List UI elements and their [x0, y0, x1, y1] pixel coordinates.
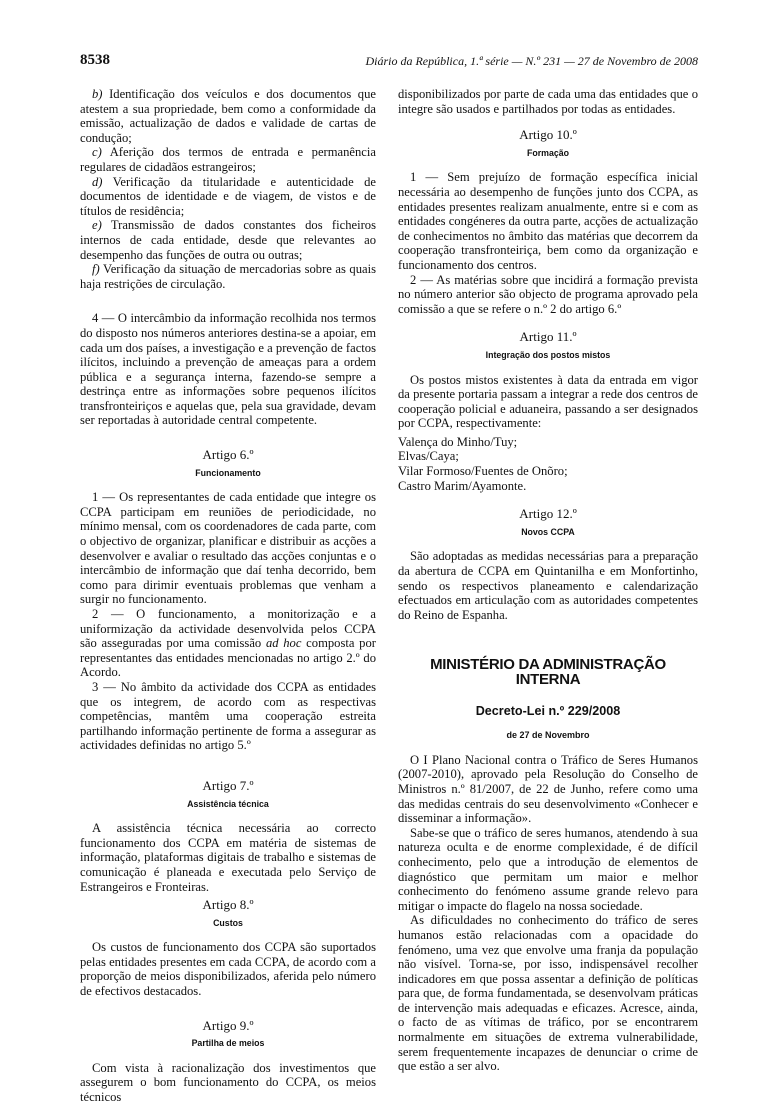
decree-p3: As dificuldades no conhecimento do tráfico de seres humanos estão relacionadas com a opacidade do fenómeno, uma vez que envolve uma franja da população não visível. Torna-se, por isso, indispensável recolher indicadores em que possa assentar a definição de políticas para que, de forma fundamentada, se desenvolvam práticas de intervenção mais adequadas e eficazes. Acresce, ainda, o facto de as vítimas de tráfico, por se encontrarem normalmente em situações de extrema vulnerabilidade, serem frequentemente incapazes de denunciar o crime de que estão a ser alvo. — [398, 913, 698, 1074]
decree-p2: Sabe-se que o tráfico de seres humanos, atendendo à sua natureza oculta e de enorme complexidade, é de difícil conhecimento, pelo que a introdução de elementos de diagnóstico que permitam um maior e melhor conhecimento do fenómeno assume grande relevo para mitigar o impacte do flagelo na nossa sociedade. — [398, 825, 698, 913]
text-run: 2 — O funcionamento, a monitorização e a uniformização da actividade desenvolvida pelos CCPA são asseguradas por uma comissão — [80, 607, 376, 651]
article-8-p1: Os custos de funcionamento dos CCPA são suportados pelas entidades presentes em cada CCPA, de acordo com a proporção de meios disponibilizados, aferida pelo número de efectivos destacados. — [80, 940, 376, 999]
article-12-p1: São adoptadas as medidas necessárias para a preparação da abertura de CCPA em Quintanilha e em Monfortinho, sendo os respectivos planeamento e calendarização efectuados em articulação com as autoridades competentes do Reino de Espanha. — [398, 549, 698, 622]
article-9-subtitle: Partilha de meios — [191, 1038, 265, 1049]
paragraph-4: 4 — O intercâmbio da informação recolhida nos termos do disposto nos números anteriores destina-se a apoiar, em cada um dos países, a investigação e a prevenção de factos ilícitos, incluindo a prevenção de ameaças para a ordem pública e a segurança interna, fazendo-se sempre a destrinça entre as informações sobre pequenos ilícitos transfronteiriços e aquelas que, pela sua gravidade, devam ser reportadas à autoridade central competente. — [80, 311, 376, 428]
item-text: Verificação da titularidade e autenticidade de documentos de identidade e de viagem, de vistos e de títulos de residência; — [80, 174, 376, 218]
ministry-heading: MINISTÉRIO DA ADMINISTRAÇÃO INTERNA — [430, 656, 666, 688]
article-10-title: Artigo 10.º — [519, 127, 577, 143]
item-letter: d) — [92, 174, 103, 189]
article-10-subtitle: Formação — [526, 147, 570, 158]
item-f — [80, 262, 376, 291]
item-b — [80, 87, 376, 145]
article-12-subtitle: Novos CCPA — [521, 526, 575, 537]
article-12-title: Artigo 12.º — [519, 506, 577, 522]
list-item: Vilar Formoso/Fuentes de Onõro; — [398, 464, 568, 479]
article-7-p1: A assistência técnica necessária ao correcto funcionamento dos CCPA em matéria de sistemas de informação, plataformas digitais de trabalho e sistemas de comunicação é planeada e executada pelo Serviço de Estrangeiros e Fronteiras. — [80, 821, 376, 894]
running-title: Diário da República, 1.ª série — N.º 231 — 27 de Novembro de 2008 — [365, 54, 698, 68]
continuation-paragraph: disponibilizados por parte de cada uma das entidades que o integre são usados e partilhados por todas as entidades. — [398, 87, 698, 116]
article-6-p2 — [80, 607, 376, 680]
article-6-p1: 1 — Os representantes de cada entidade que integre os CCPA participam em reuniões de periodicidade, no mínimo mensal, com os coordenadores de cada parte, com o objectivo de organizar, planificar e distribuir as acções a desenvolver e avaliar o resultado das acções conjuntas e o intercâmbio de informação que daí tenha decorrido, bem como para dirimir eventuais problemas que venham a surgir no funcionamento. — [80, 490, 376, 607]
item-c — [80, 145, 376, 174]
article-9-title: Artigo 9.º — [202, 1017, 254, 1033]
page-number: 8538 — [80, 52, 110, 68]
item-text: Identificação dos veículos e dos documentos que atestem a sua propriedade, bem como a conformidade da emissão, actualização de dados e validade de cartas de condução; — [80, 87, 376, 145]
item-text: Verificação da situação de mercadorias sobre as quais haja restrições de circulação. — [80, 262, 376, 291]
item-text: Aferição dos termos de entrada e permanência regulares de cidadãos estrangeiros; — [80, 145, 376, 174]
item-letter: b) — [92, 87, 103, 101]
item-e — [80, 218, 376, 262]
item-d — [80, 175, 376, 219]
article-6-subtitle: Funcionamento — [195, 467, 261, 478]
page-header — [80, 52, 698, 72]
text-run: composta por representantes das entidades mencionadas no artigo 2.º do Acordo. — [80, 636, 376, 680]
article-11-subtitle: Integração dos postos mistos — [485, 349, 611, 360]
article-11-title: Artigo 11.º — [519, 329, 577, 345]
right-column — [398, 87, 698, 1074]
decree-title: Decreto-Lei n.º 229/2008 — [475, 703, 621, 718]
article-7-subtitle: Assistência técnica — [187, 798, 269, 809]
list-item: Valença do Minho/Tuy; — [398, 434, 518, 449]
italic-run: ad hoc — [265, 636, 302, 651]
article-8-title: Artigo 8.º — [202, 897, 254, 913]
list-item: Castro Marim/Ayamonte. — [398, 478, 527, 493]
item-letter: c) — [92, 145, 102, 160]
article-6-title: Artigo 6.º — [202, 447, 254, 463]
article-10-p2: 2 — As matérias sobre que incidirá a formação prevista no número anterior são objecto de programa aprovado pela comissão a que se refere o n.º 2 do artigo 6.º — [398, 272, 698, 316]
item-letter: f) — [92, 262, 100, 277]
list-item: Elvas/Caya; — [398, 449, 459, 464]
article-7-title: Artigo 7.º — [202, 777, 254, 793]
article-9-p1: Com vista à racionalização dos investimentos que assegurem o bom funcionamento do CCPA, os meios técnicos — [80, 1060, 376, 1105]
article-10-p1: 1 — Sem prejuízo de formação específica inicial necessária ao desempenho de funções junto dos CCPA, as entidades presentes realizam anualmente, entre si e com as entidades congéneres da outra parte, acções de actualização de conhecimentos no âmbito das matérias que decorrem da cooperação transfronteiriça, bem como da organização e funcionamento dos centros. — [398, 170, 698, 272]
article-11-p1: Os postos mistos existentes à data da entrada em vigor da presente portaria passam a integrar a rede dos centros de cooperação policial e aduaneira, passando a ser designados por CCPA, respectivamente: — [398, 372, 698, 431]
article-6-p3: 3 — No âmbito da actividade dos CCPA as entidades que os integrem, de acordo com as respectivas competências, mantêm uma cooperação estreita partilhando informação pertinente de forma a assegurar as actividades definidas no artigo 5.º — [80, 679, 376, 753]
item-letter: e) — [92, 218, 102, 233]
item-text: Transmissão de dados constantes dos ficheiros internos de cada entidade, desde que relevantes ao desempenho das funções de outra ou outras; — [80, 218, 376, 262]
article-8-subtitle: Custos — [213, 917, 243, 928]
decree-p1: O I Plano Nacional contra o Tráfico de Seres Humanos (2007-2010), aprovado pela Resolução do Conselho de Ministros n.º 81/2007, de 22 de Junho, refere como uma das medidas centrais do seu desenvolvimento «Conhecer e disseminar a informação». — [398, 752, 698, 826]
left-column — [80, 87, 376, 1105]
decree-date: de 27 de Novembro — [506, 730, 590, 741]
